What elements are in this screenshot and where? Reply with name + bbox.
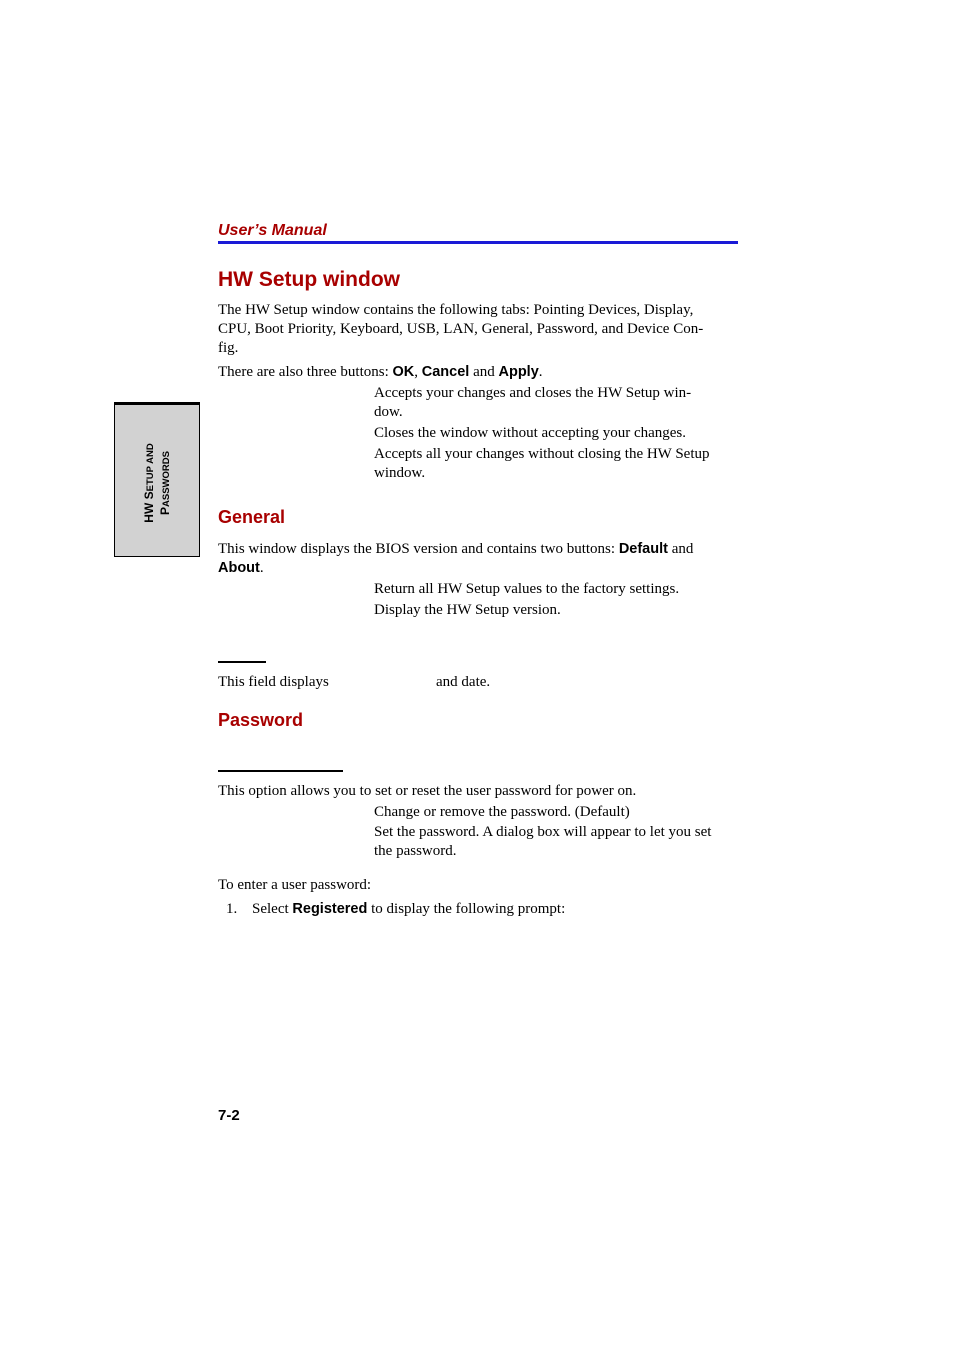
ok-description: Accepts your changes and closes the HW Setup win- dow.	[374, 385, 692, 420]
chapter-side-tab	[114, 402, 200, 557]
apply-description: Accepts all your changes without closing the HW Setup window.	[374, 446, 710, 481]
ok-term: OK	[392, 364, 415, 380]
chapter-tab-label: HW SETUP AND PASSWORDS	[142, 443, 172, 523]
general-intro: This window displays the BIOS version and contains two buttons: Default and About.	[218, 541, 694, 576]
about-term: About	[218, 560, 260, 576]
not-registered-description: Change or remove the password. (Default)	[374, 804, 630, 820]
default-description: Return all HW Setup values to the factory settings.	[374, 581, 680, 597]
buttons-intro: There are also three buttons: OK, Cancel and Apply.	[218, 364, 543, 380]
hw-setup-intro: The HW Setup window contains the following tabs: Pointing Devices, Display, CPU, Boot Priority, Keyboard, USB, LAN, General, Password, and Device Con- fig.	[218, 302, 704, 356]
subsection-rule	[218, 770, 343, 772]
cancel-term: Cancel	[421, 364, 470, 380]
default-term: Default	[618, 541, 668, 557]
section-heading-general: General	[218, 507, 286, 527]
section-heading-hw-setup: HW Setup window	[218, 268, 400, 291]
cancel-description: Closes the window without accepting your changes.	[374, 425, 687, 441]
section-heading-password: Password	[218, 710, 304, 730]
manual-title: User’s Manual	[218, 222, 327, 239]
header-rule	[218, 241, 738, 244]
about-description: Display the HW Setup version.	[374, 602, 561, 618]
registered-description: Set the password. A dialog box will appear to let you set the password.	[374, 824, 712, 859]
apply-term: Apply	[498, 364, 539, 380]
field-display-prefix: This field displays	[218, 674, 329, 690]
password-option-description: This option allows you to set or reset the user password for power on.	[218, 783, 637, 799]
step-text: Select Registered to display the following prompt:	[252, 901, 566, 917]
subsection-rule	[218, 661, 266, 663]
enter-password-intro: To enter a user password:	[218, 877, 372, 893]
step-number: 1.	[226, 901, 238, 917]
page-number: 7-2	[218, 1107, 240, 1124]
registered-term: Registered	[292, 901, 368, 917]
field-display-suffix: and date.	[436, 674, 491, 690]
